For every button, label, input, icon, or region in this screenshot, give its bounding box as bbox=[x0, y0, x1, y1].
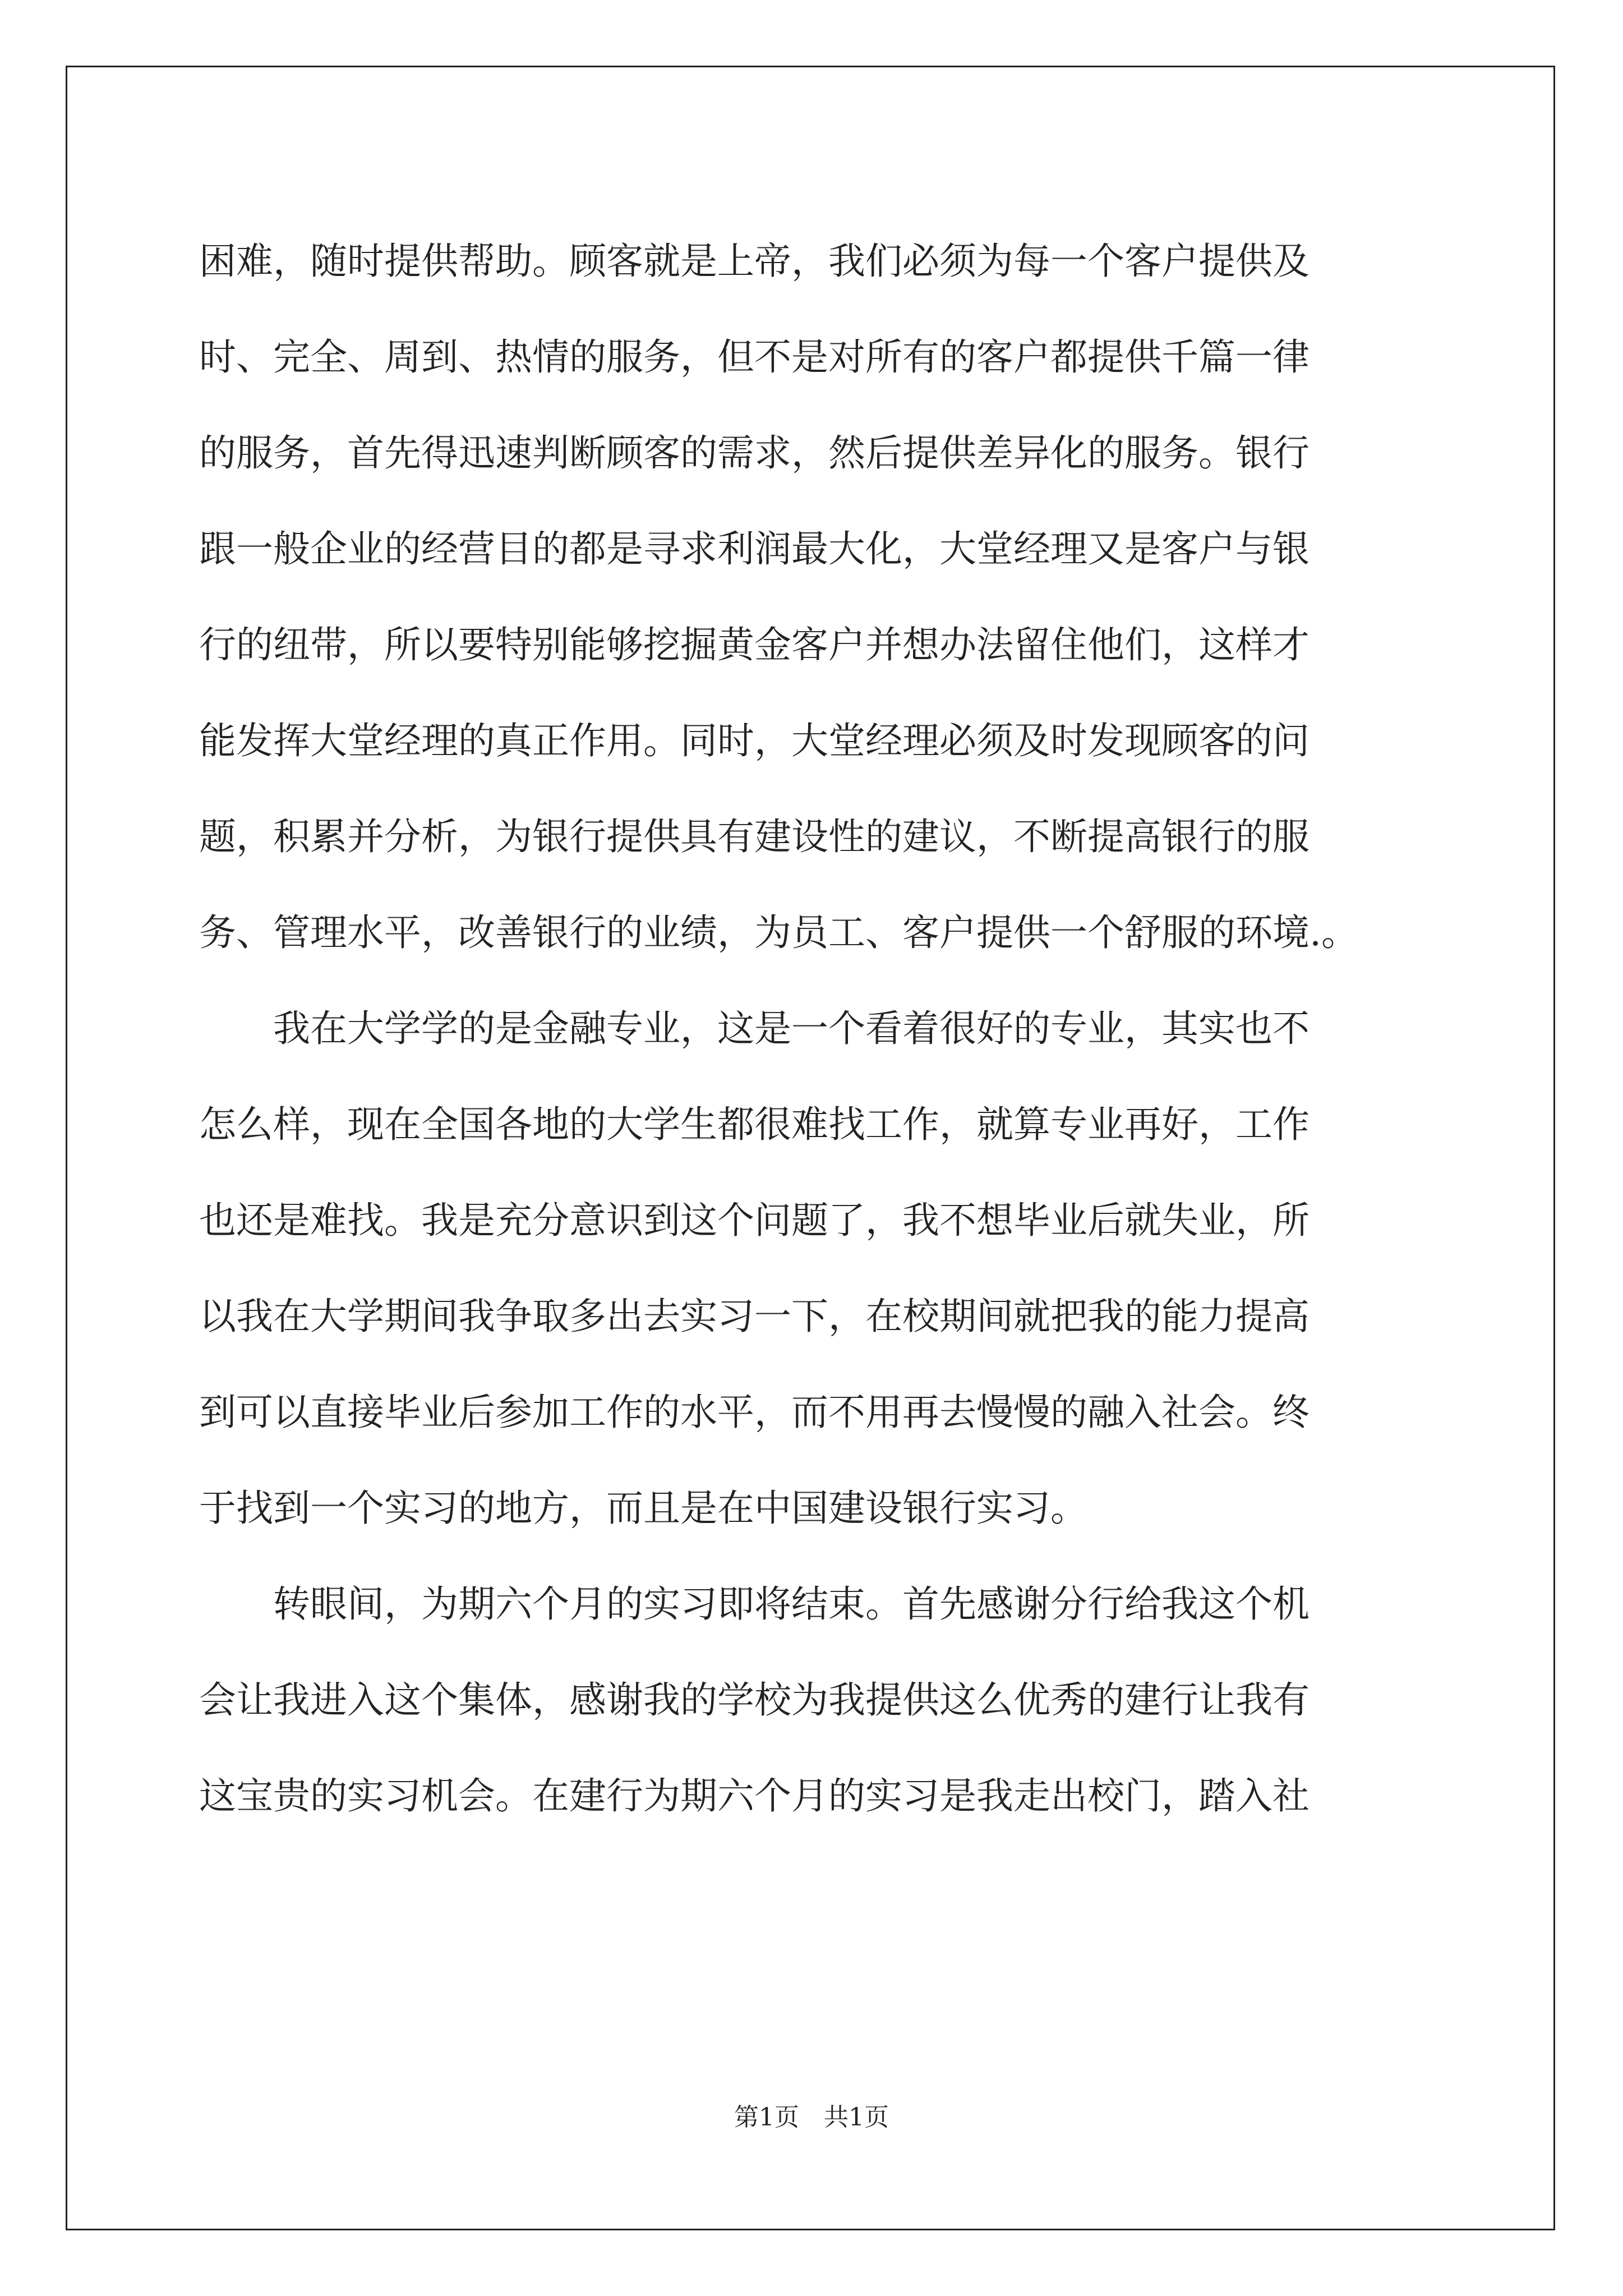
text-line: 怎么样，现在全国各地的大学生都很难找工作，就算专业再好，工作 bbox=[199, 1103, 1310, 1146]
page-number-footer: 第1页 共1页 bbox=[734, 2103, 889, 2132]
text-line: 转眼间，为期六个月的实习即将结束。首先感谢分行给我这个机 bbox=[199, 1582, 1310, 1626]
document-body bbox=[199, 213, 1433, 1844]
text-line: 务、管理水平，改善银行的业绩，为员工、客户提供一个舒服的环境.。 bbox=[199, 911, 1358, 954]
text-line: 跟一般企业的经营目的都是寻求利润最大化，大堂经理又是客户与银 bbox=[199, 527, 1310, 570]
text-line: 能发挥大堂经理的真正作用。同时，大堂经理必须及时发现顾客的问 bbox=[199, 719, 1310, 762]
text-line: 会让我进入这个集体，感谢我的学校为我提供这么优秀的建行让我有 bbox=[199, 1678, 1310, 1722]
text-line: 我在大学学的是金融专业，这是一个看着很好的专业，其实也不 bbox=[199, 1007, 1310, 1050]
text-line: 的服务，首先得迅速判断顾客的需求，然后提供差异化的服务。银行 bbox=[199, 431, 1310, 475]
text-line: 这宝贵的实习机会。在建行为期六个月的实习是我走出校门，踏入社 bbox=[199, 1774, 1310, 1818]
text-line: 困难，随时提供帮助。顾客就是上帝，我们必须为每一个客户提供及 bbox=[199, 240, 1310, 283]
text-line: 行的纽带，所以要特别能够挖掘黄金客户并想办法留住他们，这样才 bbox=[199, 623, 1310, 666]
text-line: 题，积累并分析，为银行提供具有建设性的建议，不断提高银行的服 bbox=[199, 815, 1310, 858]
text-line: 于找到一个实习的地方，而且是在中国建设银行实习。 bbox=[199, 1487, 1087, 1530]
text-line: 也还是难找。我是充分意识到这个问题了，我不想毕业后就失业，所 bbox=[199, 1199, 1310, 1242]
text-line: 到可以直接毕业后参加工作的水平，而不用再去慢慢的融入社会。终 bbox=[199, 1391, 1310, 1434]
text-line: 时、完全、周到、热情的服务，但不是对所有的客户都提供千篇一律 bbox=[199, 335, 1310, 379]
text-line: 以我在大学期间我争取多出去实习一下，在校期间就把我的能力提高 bbox=[199, 1295, 1310, 1338]
